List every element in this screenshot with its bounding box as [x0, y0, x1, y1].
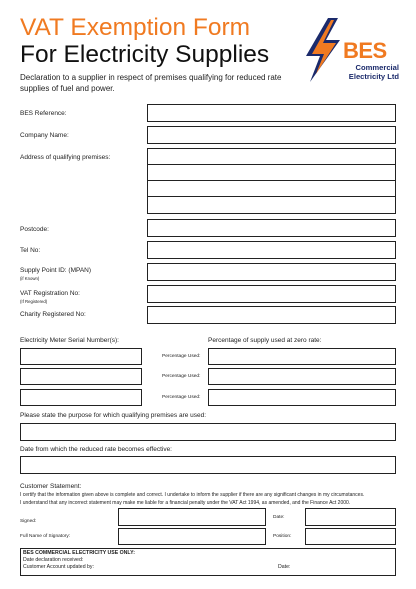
- percentage-used-label-3: Percentage Used:: [162, 395, 201, 400]
- mpan-sublabel: (if Known): [20, 276, 40, 281]
- address-field-line2[interactable]: [147, 164, 396, 181]
- date-effective-field[interactable]: [20, 456, 396, 474]
- full-name-label: Full Name of Signatory:: [20, 534, 71, 539]
- form-intro: Declaration to a supplier in respect of premises qualifying for reduced rate supplies of fuel and power.: [20, 73, 282, 93]
- tel-field[interactable]: [147, 241, 396, 259]
- form-title-line1: VAT Exemption Form: [20, 14, 251, 41]
- signed-label: Signed:: [20, 519, 37, 524]
- company-name-label: Company Name:: [20, 132, 69, 139]
- logo-name: BES: [343, 38, 387, 63]
- percentage-used-field-1[interactable]: [208, 348, 396, 365]
- postcode-label: Postcode:: [20, 226, 49, 233]
- percentage-used-field-2[interactable]: [208, 368, 396, 385]
- vat-registration-label: VAT Registration No:: [20, 290, 80, 297]
- meter-serial-field-1[interactable]: [20, 348, 142, 365]
- percentage-used-label-1: Percentage Used:: [162, 354, 201, 359]
- full-name-field[interactable]: [118, 528, 266, 545]
- bes-reference-label: BES Reference:: [20, 110, 67, 117]
- mpan-label: Supply Point ID: (MPAN): [20, 267, 92, 274]
- date-effective-label: Date from which the reduced rate becomes effective:: [20, 446, 172, 453]
- office-use-heading: BES COMMERCIAL ELECTRICITY USE ONLY:: [23, 550, 135, 556]
- charity-field[interactable]: [147, 306, 396, 324]
- tel-label: Tel No:: [20, 247, 41, 254]
- account-updated-label: Customer Account updated by:: [23, 564, 94, 570]
- statement-date-field[interactable]: [305, 508, 396, 526]
- company-name-field[interactable]: [147, 126, 396, 144]
- statement-heading: Customer Statement:: [20, 483, 82, 490]
- position-field[interactable]: [305, 528, 396, 545]
- position-label: Position:: [273, 534, 292, 539]
- meter-serial-label: Electricity Meter Serial Number(s):: [20, 337, 119, 344]
- postcode-field[interactable]: [147, 219, 396, 237]
- percentage-used-label-2: Percentage Used:: [162, 374, 201, 379]
- vat-registration-sublabel: (If Registered): [20, 299, 48, 304]
- purpose-field[interactable]: [20, 423, 396, 441]
- percentage-supply-label: Percentage of supply used at zero rate:: [208, 337, 322, 344]
- address-label: Address of qualifying premises:: [20, 154, 111, 161]
- percentage-used-field-3[interactable]: [208, 389, 396, 406]
- form-title-line2: For Electricity Supplies: [20, 41, 270, 68]
- logo-line2: Electricity Ltd: [348, 71, 399, 81]
- charity-label: Charity Registered No:: [20, 311, 86, 318]
- bes-reference-field[interactable]: [147, 104, 396, 122]
- address-field-line4[interactable]: [147, 196, 396, 214]
- office-date-label: Date:: [278, 564, 291, 570]
- vat-registration-field[interactable]: [147, 285, 396, 303]
- mpan-field[interactable]: [147, 263, 396, 281]
- date-received-label: Date declaration received:: [23, 557, 84, 563]
- logo-line1: Commercial: [355, 63, 399, 72]
- purpose-label: Please state the purpose for which qualifying premises are used:: [20, 412, 207, 419]
- meter-serial-field-3[interactable]: [20, 389, 142, 406]
- statement-date-label: Date:: [273, 515, 285, 520]
- address-field-line1[interactable]: [147, 148, 396, 165]
- statement-line2: I understand that any incorrect statement may make me liable for a financial penalty under the VAT Act 1994, as amended, and the Finance Act 2000.: [20, 500, 351, 506]
- address-field-line3[interactable]: [147, 180, 396, 197]
- statement-line1: I certify that the information given above is complete and correct. I undertake to inform the supplier if there are any significant changes in my circumstances.: [20, 492, 365, 498]
- meter-serial-field-2[interactable]: [20, 368, 142, 385]
- logo-subtitle: [341, 64, 399, 81]
- signed-field[interactable]: [118, 508, 266, 526]
